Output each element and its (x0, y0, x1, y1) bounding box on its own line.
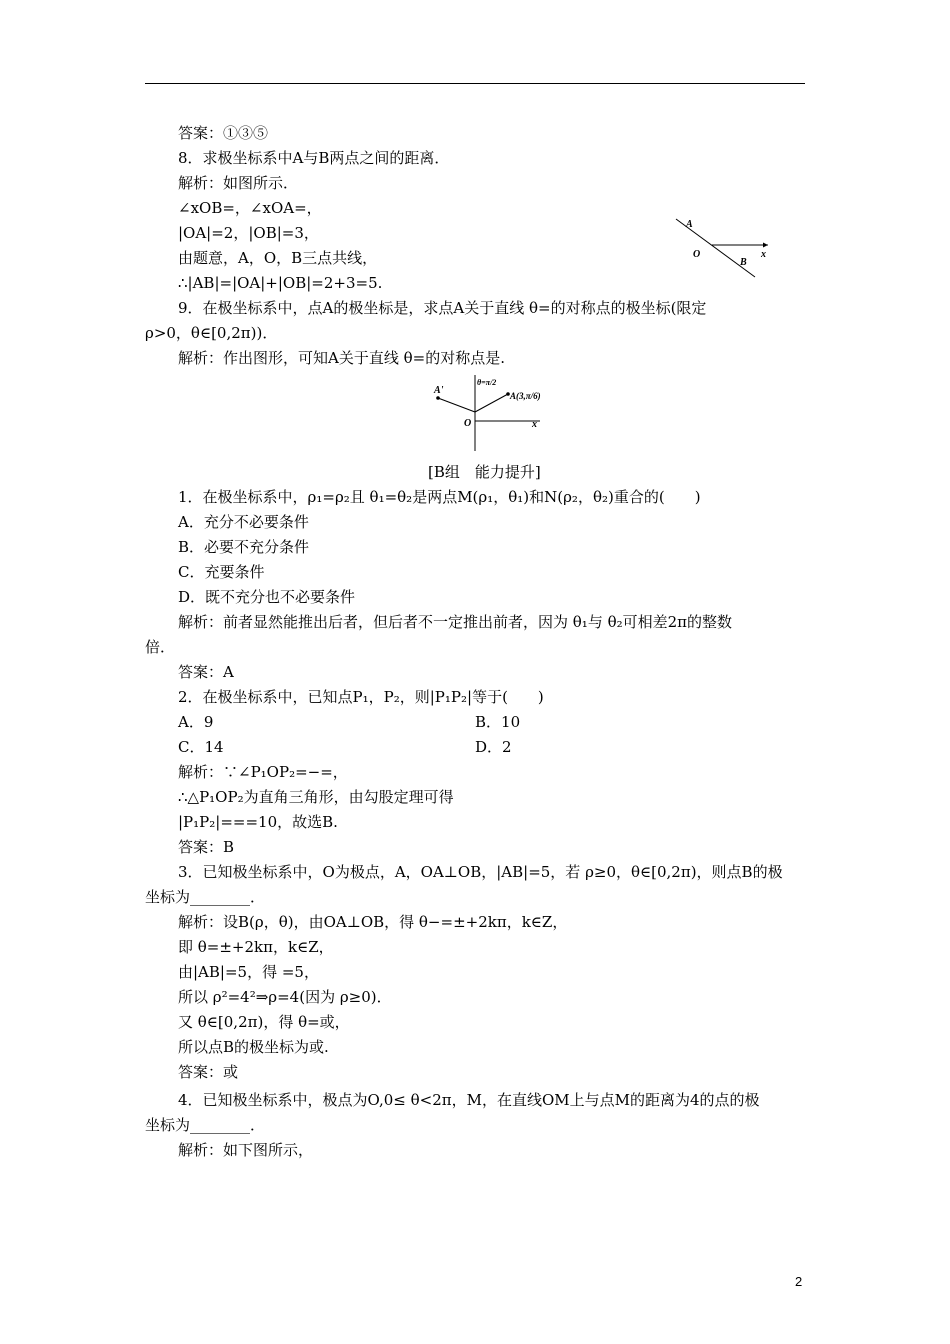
text-line: 2．在极坐标系中，已知点P₁，P₂，则|P₁P₂|等于( ) (178, 688, 544, 706)
label-o: O (464, 418, 472, 429)
label-point-a: A(3,π/6) (510, 391, 541, 401)
point-a-prime (436, 396, 440, 400)
text-line: 即 θ=±+2kπ，k∈Z， (178, 938, 334, 956)
text-line: 所以点B的极坐标为或. (178, 1038, 329, 1056)
text-line: ∴△P₁OP₂为直角三角形，由勾股定理可得 (178, 788, 454, 806)
text-line: 8．求极坐标系中A与B两点之间的距离． (178, 149, 450, 167)
text-line: A．充分不必要条件 (178, 513, 309, 531)
figure-symmetric-point (428, 373, 558, 453)
label-o: O (693, 249, 701, 260)
text-line: 解析：作出图形，可知A关于直线 θ=的对称点是. (178, 349, 505, 367)
label-a: A (686, 219, 693, 230)
text-line: 又 θ∈[0,2π)，得 θ=或， (178, 1013, 350, 1031)
text-line: 4．已知极坐标系中，极点为O,0≤ θ<2π，M，在直线OM上与点M的距离为4的点的极 (178, 1091, 760, 1109)
text-line: 解析：设B(ρ，θ)，由OA⊥OB，得 θ−=±+2kπ，k∈Z， (178, 913, 568, 931)
text-line: 倍． (145, 638, 176, 656)
text-line: 解析：前者显然能推出后者，但后者不一定推出前者，因为 θ₁与 θ₂可相差2π的整数 (178, 613, 733, 631)
text-line: A．9 (178, 713, 214, 731)
text-line: 坐标为________． (145, 888, 266, 906)
text-line: 答案：①③⑤ (178, 124, 269, 142)
figure-collinear-points (660, 215, 780, 285)
text-line: 答案：B (178, 838, 235, 856)
text-line: 1．在极坐标系中，ρ₁=ρ₂且 θ₁=θ₂是两点M(ρ₁，θ₁)和N(ρ₂，θ₂)重合的( ) (178, 488, 701, 506)
text-line: 坐标为________． (145, 1116, 266, 1134)
text-line: 3．已知极坐标系中，O为极点，A，OA⊥OB，|AB|=5，若 ρ≥0，θ∈[0,2π)，则点B的极 (178, 863, 783, 881)
text-line: 答案：A (178, 663, 234, 681)
text-line: D．既不充分也不必要条件 (178, 588, 356, 606)
text-line: 解析：如下图所示， (178, 1141, 314, 1159)
label-a-prime: A' (434, 385, 444, 396)
ray-oa-prime (438, 398, 475, 412)
section-heading: [B组 能力提升] (428, 463, 541, 481)
text-line: B．必要不充分条件 (178, 538, 310, 556)
text-line: 所以 ρ²=4²⇒ρ=4(因为 ρ≥0)． (178, 988, 392, 1006)
header-rule (145, 83, 805, 84)
text-line: D．2 (475, 738, 512, 756)
text-line: C．14 (178, 738, 224, 756)
text-line: |OA|=2，|OB|=3， (178, 224, 319, 242)
label-b: B (740, 257, 747, 268)
text-line: 答案：或 (178, 1063, 239, 1081)
text-line: 解析：如图所示． (178, 174, 299, 192)
text-line: 解析：∵∠P₁OP₂=−=， (178, 763, 348, 781)
text-line: B．10 (475, 713, 521, 731)
label-theta-half-pi: θ=π/2 (477, 378, 497, 387)
text-line: 9．在极坐标系中，点A的极坐标是，求点A关于直线 θ=的对称点的极坐标(限定 (178, 299, 707, 317)
text-line: ∠xOB=，∠xOA=， (178, 199, 322, 217)
text-line: |P₁P₂|===10，故选B. (178, 813, 338, 831)
page-number: 2 (795, 1274, 803, 1289)
text-line: C．充要条件 (178, 563, 265, 581)
text-line: ∴|AB|=|OA|+|OB|=2+3=5. (178, 274, 383, 292)
label-x: x (761, 249, 766, 260)
ray-oa (475, 394, 508, 412)
text-line: 由|AB|=5，得 =5， (178, 963, 319, 981)
text-line: 由题意，A，O，B三点共线， (178, 249, 378, 267)
axis-arrow-icon (763, 243, 768, 248)
text-line: ρ>0，θ∈[0,2π))． (145, 324, 278, 342)
label-x: x (532, 419, 537, 430)
